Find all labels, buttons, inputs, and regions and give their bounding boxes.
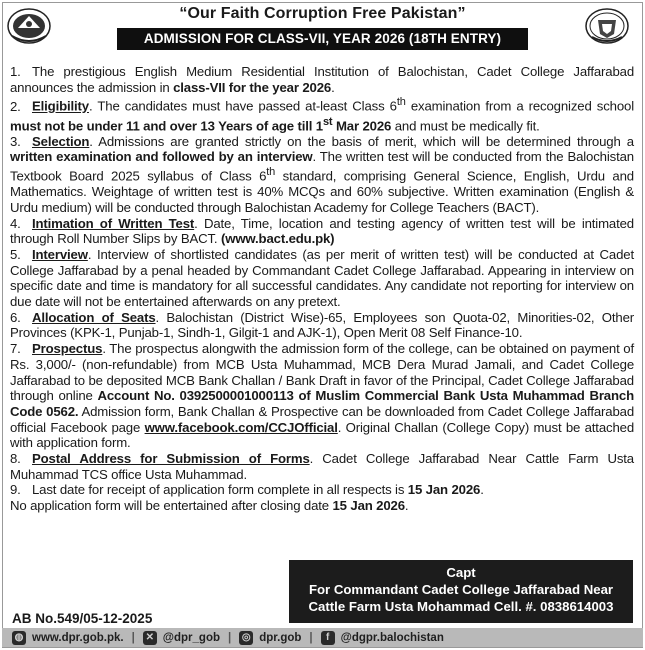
instagram-icon: ◎ [239,631,253,645]
written-exam-text: written examination and followed by an interview [10,149,313,165]
seats-heading: Allocation of Seats [32,309,156,325]
postal-heading: Postal Address for Submission of Forms [32,451,310,467]
paragraph-number: 4. [10,215,21,231]
selection-heading: Selection [32,133,90,149]
paragraph-text: examination from a recognized school [405,98,634,114]
prospectus-heading: Prospectus [32,341,103,357]
paragraph-text: No application form will be entertained after closing date [10,498,333,514]
class-year-text: class-VII for the year 2026 [173,79,332,95]
paragraph-text: . Balochistan (District Wise)-65, Employees son Quota-02, Minorities-02, Other Provinces (KPK-1, Punjab-1, Sindh-1, Gilgit-1 and AJK-1), Open Merit 08 Self Finance-10. [10,309,635,341]
punctuation: . [404,498,409,514]
age-date-text: Mar 2026 [332,117,392,133]
paragraph-number: 2. [10,98,21,114]
paragraph-7-prospectus [10,341,634,451]
paragraph-number: 6. [10,309,21,325]
superscript: th [396,96,406,109]
paragraph-6-seats [10,310,634,341]
paragraph-2-eligibility [10,95,634,133]
slogan-heading: “Our Faith Corruption Free Pakistan” [179,5,466,22]
paragraph-number: 3. [10,133,21,149]
superscript: st [322,115,333,128]
paragraph-text: . Date, Time, location and testing agency of written test will be intimated through Roll Number Slips by BACT. [10,215,634,247]
paragraph-number: 7. [10,341,21,357]
footer-separator: | [228,631,232,644]
paragraph-1 [10,64,634,95]
paragraph-text: . The prospectus alongwith the admission form of the college, can be obtained on payment of Rs. 3,000/- (non-refundable) from MCB Usta Muhammad, MCB Dera Murad Jamali, and Cadet College Jaffarabad to be deposited MCB Bank Challan / Bank Draft in favor of the Principal, Cadet College Jaffarabad through online [10,341,634,404]
bact-website: (www.bact.edu.pk) [220,231,335,247]
paragraph-text: . The written test will be conducted from the Balochistan Textbook Board 2025 syllabus of Class 6 [10,149,634,184]
paragraph-text: standard, comprising General Science, English, Urdu and Mathematics. Weightage of written test is 40% MCQs and 60% subjective. Written examination (English & Urdu medium) will be conducted through Balochistan Academy for College Teachers (BACT). [10,168,634,215]
paragraph-text: . Original Challan (College Copy) must be attached with application form. [10,419,634,451]
paragraph-number: 1. [10,64,21,79]
paragraph-text: . The candidates must have passed at-least Class 6 [88,98,397,114]
age-limit-text: must not be under 11 and over 13 Years of age till 1 [10,117,323,133]
twitter-icon: ✕ [143,631,157,645]
reference-number: AB No.549/05-12-2025 [12,611,153,626]
superscript: th [266,166,276,178]
paragraph-number: 9. [10,482,21,498]
paragraph-number: 5. [10,246,21,262]
paragraph-3-selection [10,134,634,216]
paragraph-number: 8. [10,451,21,467]
paragraph-text: . Interview of shortlisted candidates (as per merit of written test) will be conducted at Cadet College Jaffarabad by a penal headed by Commandant Cadet College Jaffarabad. Appearing in interview on specific date and time is mandatory for all successful candidates. Any candidate not reporting for interview on due date will not be entertained afterwards on any pretext. [10,246,634,310]
signature-title: For Commandant Cadet College Jaffarabad Near [308,582,614,597]
paragraph-text: Admission form, Bank Challan & Prospective can be downloaded from Cadet College Jaffarabad official Facebook page [10,403,634,435]
paragraph-9-last-date [10,482,634,498]
punctuation: . [480,482,484,498]
footer-facebook[interactable]: @dgpr.balochistan [340,631,444,644]
paragraph-4-written-test [10,216,634,247]
footer-bar [2,628,643,647]
interview-heading: Interview [32,246,88,262]
footer-website[interactable]: www.dpr.gob.pk. [32,631,124,644]
last-date-text: 15 Jan 2026 [407,482,481,498]
facebook-page-link[interactable]: www.facebook.com/CCJOfficial [144,419,338,435]
paragraph-8-postal [10,451,634,482]
paragraph-text: . Admissions are granted strictly on the basis of merit, which will be determined through a [89,133,634,149]
signature-contact: Cattle Farm Usta Mohammad Cell. #. 0838614003 [308,599,614,614]
closing-note [10,498,634,514]
signature-rank: Capt [446,565,476,580]
paragraph-text: The prestigious English Medium Residential Institution of Balochistan, Cadet College Jaffarabad announces the admission in [10,64,634,95]
admission-banner: ADMISSION FOR CLASS-VII, YEAR 2026 (18TH ENTRY) [117,28,528,50]
punctuation: . [331,79,335,95]
globe-icon: ◍ [12,631,26,645]
eligibility-heading: Eligibility [32,98,89,114]
paragraph-text: . Cadet College Jaffarabad Near Cattle Farm Usta Muhammad TCS office Usta Muhammad. [10,451,634,482]
closing-date-text: 15 Jan 2026 [332,498,405,514]
written-test-heading: Intimation of Written Test [32,215,195,231]
footer-separator: | [309,631,313,644]
footer-instagram[interactable]: dpr.gob [259,631,302,644]
footer-twitter[interactable]: @dpr_gob [162,631,221,644]
bank-account-text: Account No. 0392500001000113 of Muslim Commercial Bank Usta Muhammad Branch Code 0562. [10,388,634,419]
paragraph-text: Last date for receipt of application form complete in all respects is [32,482,408,498]
signature-block [289,560,633,623]
facebook-icon: f [321,631,335,645]
paragraph-text: and must be medically fit. [391,117,540,133]
footer-separator: | [131,631,135,644]
paragraph-5-interview [10,247,634,310]
notice-body [10,64,634,514]
